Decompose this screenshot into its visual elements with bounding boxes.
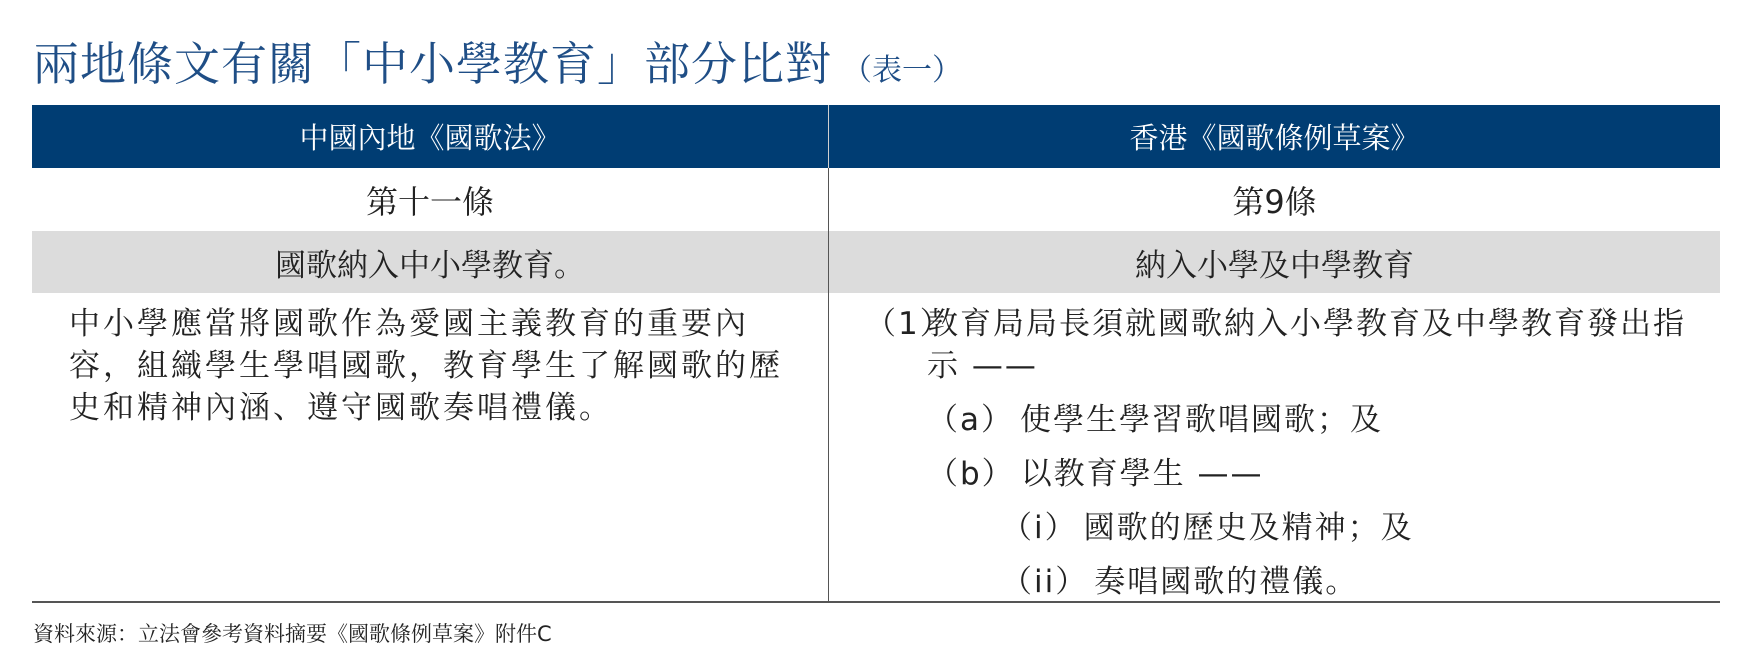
clause-1-text: 教育局局長須就國歌納入小學教育及中學教育發出指示 —— xyxy=(927,306,1686,384)
article-hk: 第9條 xyxy=(1232,182,1317,221)
table-heading-row xyxy=(32,231,1720,293)
clause-1-label: （1） xyxy=(865,306,953,342)
content-hk xyxy=(829,293,1720,601)
table-article-row xyxy=(32,168,1720,231)
clause-ii-text: 奏唱國歌的禮儀。 xyxy=(1094,564,1359,600)
clause-ii xyxy=(1001,561,1700,603)
clause-1 xyxy=(865,303,1700,387)
clause-a xyxy=(927,399,1700,441)
clause-i-label: （i） xyxy=(1001,510,1078,546)
clause-ii-label: （ii） xyxy=(1001,564,1089,600)
clause-i xyxy=(1001,507,1700,549)
comparison-table xyxy=(32,105,1720,603)
heading-mainland: 國歌納入中小學教育。 xyxy=(32,231,829,293)
source-note: 資料來源：立法會參考資料摘要《國歌條例草案》附件C xyxy=(33,622,552,646)
article-mainland: 第十一條 xyxy=(32,168,829,231)
table-header-row xyxy=(32,105,1720,168)
clause-a-text: 使學生學習歌唱國歌；及 xyxy=(1020,402,1383,438)
table-content-row xyxy=(32,293,1720,603)
header-mainland-law: 中國內地《國歌法》 xyxy=(32,105,829,168)
content-mainland: 中小學應當將國歌作為愛國主義教育的重要內容，組織學生學唱國歌，教育學生了解國歌的歷史和精神內涵、遵守國歌奏唱禮儀。 xyxy=(32,293,829,601)
header-hk-bill: 香港《國歌條例草案》 xyxy=(1129,121,1420,155)
title-main: 兩地條文有關「中小學教育」部分比對 xyxy=(33,37,832,91)
clause-b-text: 以教育學生 —— xyxy=(1020,456,1264,492)
heading-hk: 納入小學及中學教育 xyxy=(1135,247,1414,284)
clause-a-label: （a） xyxy=(927,402,1014,438)
clause-b-label: （b） xyxy=(927,456,1015,492)
clause-b xyxy=(927,453,1700,495)
clause-i-text: 國歌的歷史及精神；及 xyxy=(1083,510,1414,546)
title-suffix: （表一） xyxy=(842,53,962,88)
page-title xyxy=(33,28,962,98)
